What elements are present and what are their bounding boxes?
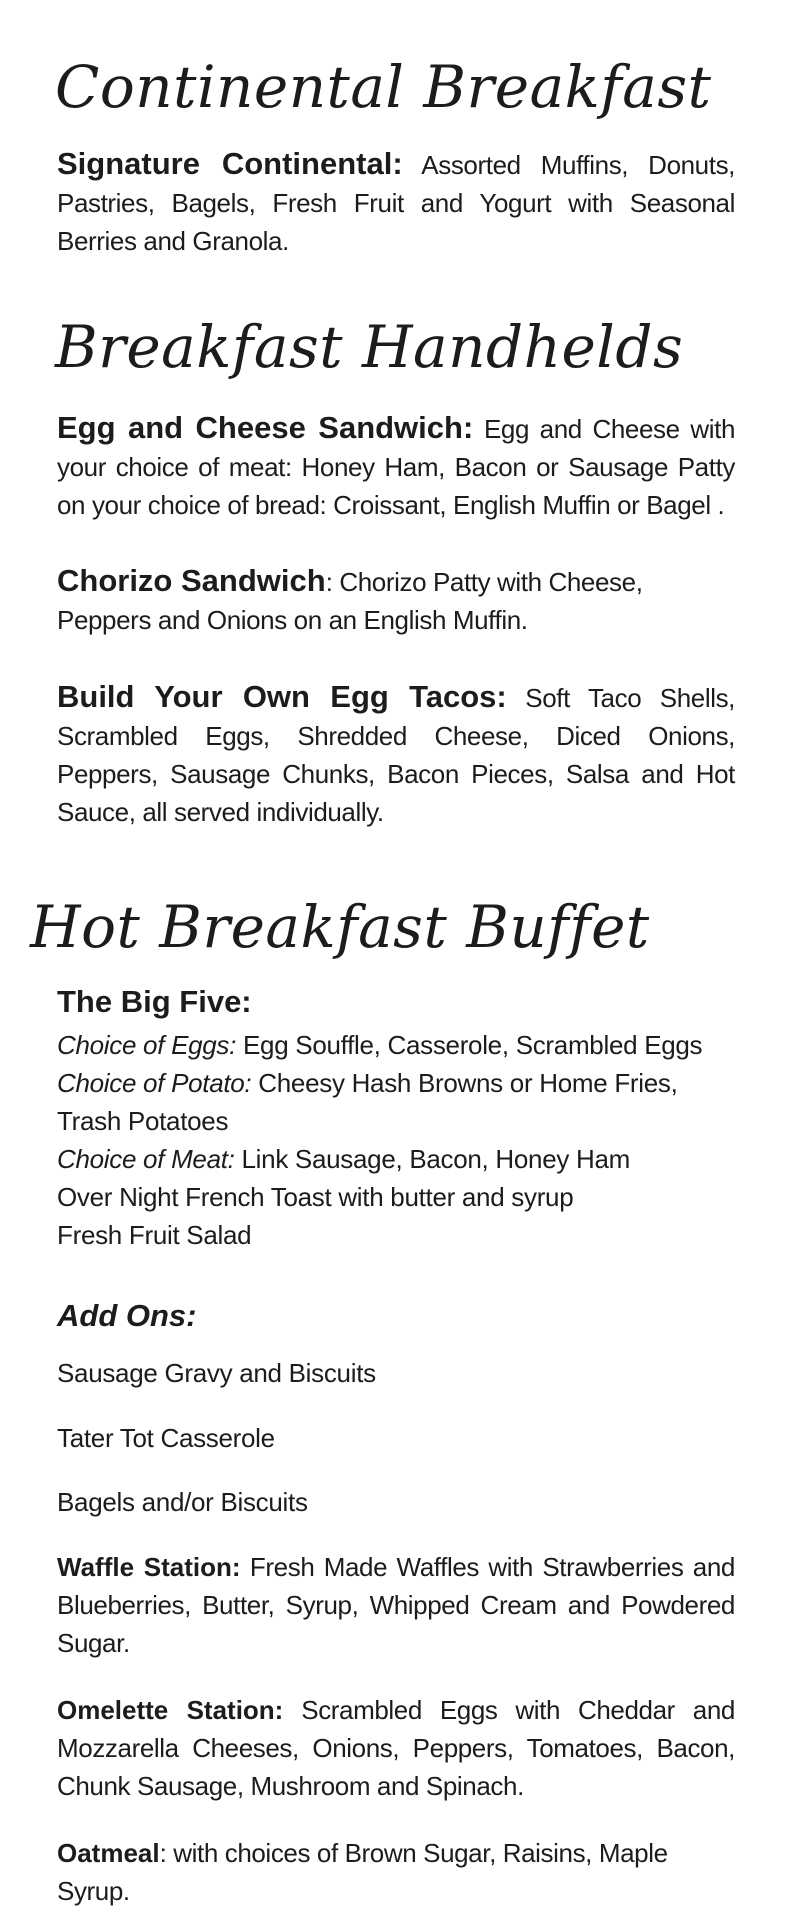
big-five-line-text: Fresh Fruit Salad — [57, 1220, 252, 1250]
big-five-line-text: Over Night French Toast with butter and syrup — [57, 1182, 574, 1212]
menu-item-description: : with choices of Brown Sugar, Raisins, Maple Syrup. — [57, 1838, 668, 1906]
add-on-item: Bagels and/or Biscuits — [57, 1487, 308, 1517]
menu-item-omelette-station — [57, 1691, 735, 1805]
menu-item-description: Fresh Made Waffles with Strawberries and Blueberries, Butter, Syrup, Whipped Cream and Powdered Sugar. — [57, 1552, 735, 1658]
menu-item-name: Build Your Own Egg Tacos: — [57, 679, 507, 714]
add-ons-title: Add Ons: — [57, 1298, 197, 1333]
menu-item-name: Chorizo Sandwich — [57, 563, 326, 598]
big-five-line — [57, 1216, 251, 1254]
menu-item-description: Assorted Muffins, Donuts, Pastries, Bagels, Fresh Fruit and Yogurt with Seasonal Berries and Granola. — [57, 150, 735, 256]
menu-item-description: Soft Taco Shells, Scrambled Eggs, Shredded Cheese, Diced Onions, Peppers, Sausage Chunks, Bacon Pieces, Salsa and Hot Sauce, all served individually. — [57, 683, 736, 827]
menu-item-egg-cheese-sandwich — [57, 409, 735, 524]
menu-item-description: : Chorizo Patty with Cheese, Peppers and Onions on an English Muffin. — [57, 567, 643, 635]
menu-item-name: Waffle Station: — [57, 1552, 241, 1582]
menu-item-chorizo-sandwich — [57, 562, 735, 639]
big-five-line — [57, 1102, 228, 1140]
big-five-line-text: Egg Souffle, Casserole, Scrambled Eggs — [236, 1030, 703, 1060]
menu-item-name: Egg and Cheese Sandwich: — [57, 410, 474, 445]
big-five-line-label: Choice of Meat: — [57, 1144, 235, 1174]
big-five-line-label: Choice of Potato: — [57, 1068, 252, 1098]
menu-item-egg-tacos — [57, 678, 735, 831]
big-five-line — [57, 1140, 630, 1178]
big-five-line-text: Link Sausage, Bacon, Honey Ham — [234, 1144, 630, 1174]
big-five-line-text: Cheesy Hash Browns or Home Fries, — [251, 1068, 678, 1098]
menu-item-oatmeal — [57, 1834, 735, 1910]
menu-item-description: Egg and Cheese with your choice of meat: Honey Ham, Bacon or Sausage Patty on your choice of bread: Croissant, English Muffin or Bagel . — [57, 414, 735, 520]
menu-item-name: Omelette Station: — [57, 1695, 284, 1725]
big-five-line — [57, 1178, 573, 1216]
section-heading-handhelds: Breakfast Handhelds — [55, 313, 684, 381]
section-heading-continental: Continental Breakfast — [55, 53, 712, 121]
add-on-item: Tater Tot Casserole — [57, 1423, 275, 1453]
big-five-title: The Big Five: — [57, 984, 252, 1019]
big-five-line-label: Choice of Eggs: — [57, 1030, 237, 1060]
big-five-line-text: Trash Potatoes — [57, 1106, 229, 1136]
menu-item-name: Oatmeal — [57, 1838, 160, 1868]
menu-item-waffle-station — [57, 1548, 735, 1662]
section-heading-buffet: Hot Breakfast Buffet — [30, 893, 650, 961]
add-on-item: Sausage Gravy and Biscuits — [57, 1358, 376, 1388]
menu-item-name: Signature Continental: — [57, 146, 403, 181]
menu-item-signature-continental — [57, 145, 735, 260]
big-five-line — [57, 1064, 678, 1102]
menu-item-description: Scrambled Eggs with Cheddar and Mozzarella Cheeses, Onions, Peppers, Tomatoes, Bacon, Chunk Sausage, Mushroom and Spinach. — [57, 1695, 735, 1801]
big-five-line — [57, 1026, 702, 1064]
